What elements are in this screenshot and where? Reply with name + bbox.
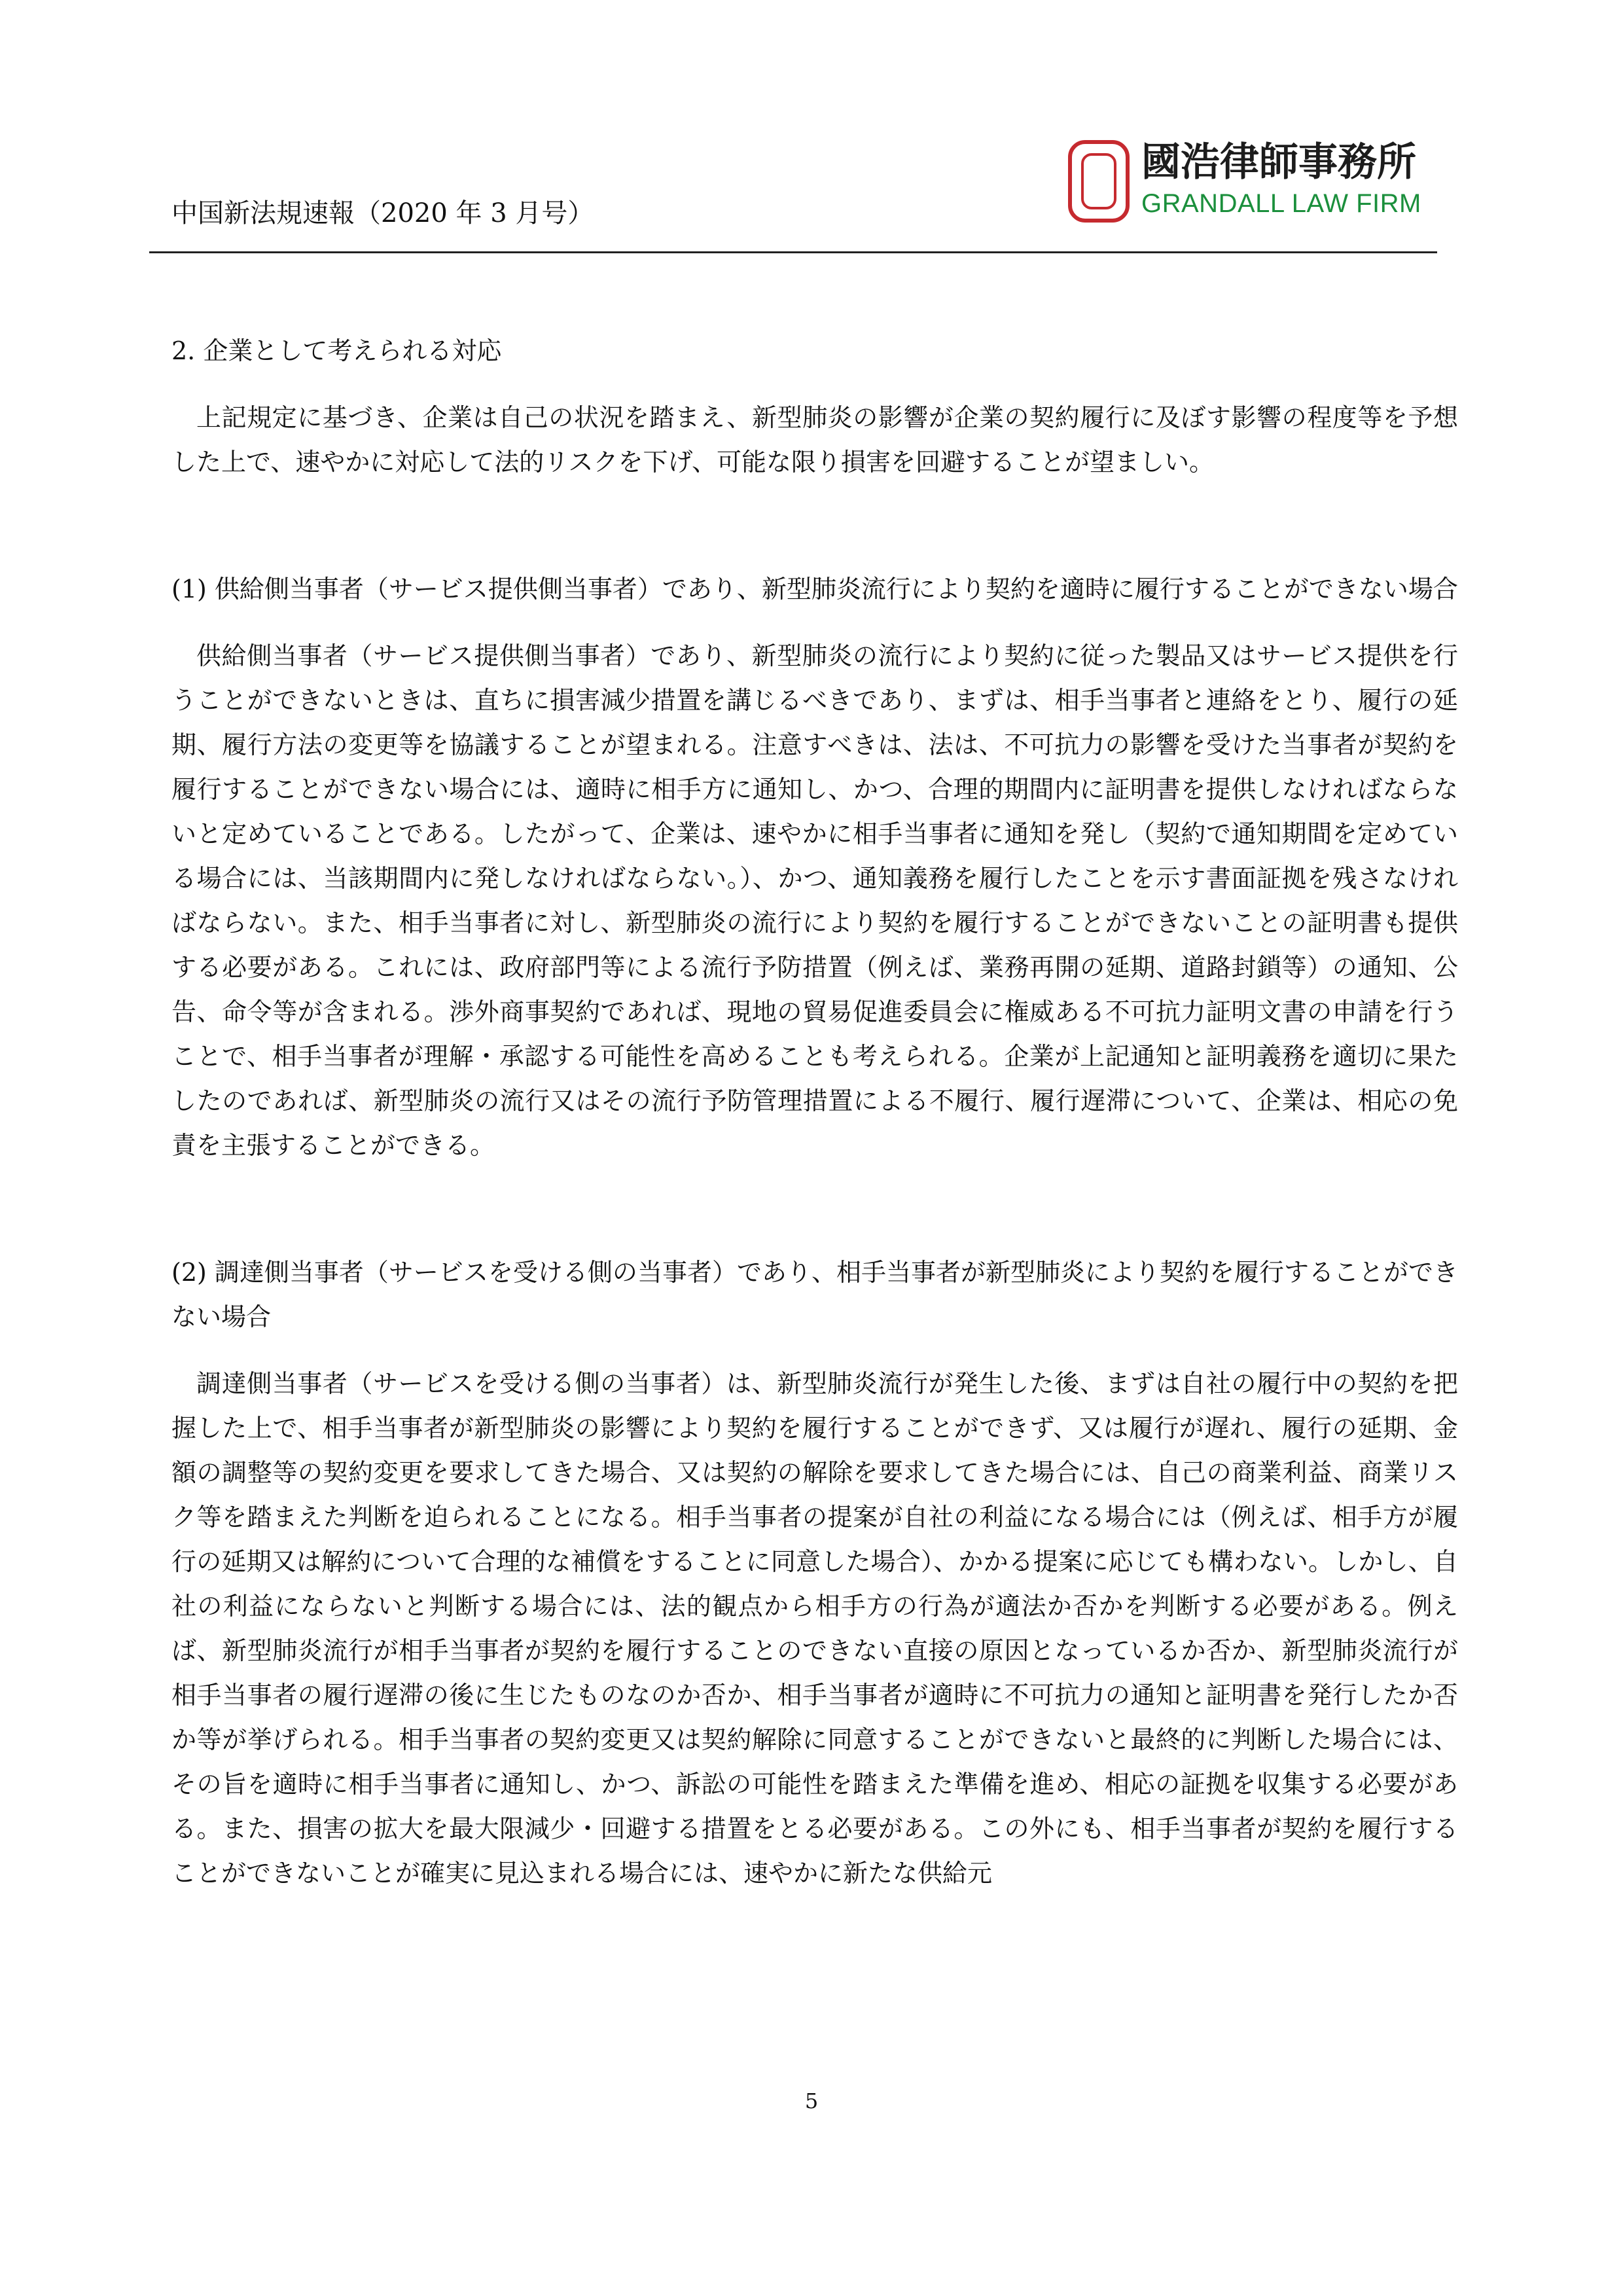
header-title: 中国新法規速報（2020 年 3 月号） <box>171 198 594 228</box>
header-divider <box>149 251 1437 253</box>
subsection-1-body: 供給側当事者（サービス提供側当事者）であり、新型肺炎の流行により契約に従った製品又はサービス提供を行うことができないときは、直ちに損害減少措置を講じるべきであり、まずは、相手当事者と連絡をとり、履行の延期、履行方法の変更等を協議することが望まれる。注意すべきは、法は、不可抗力の影響を受けた当事者が契約を履行することができない場合には、適時に相手方に通知し、かつ、合理的期間内に証明書を提供しなければならないと定めていることである。したがって、企業は、速やかに相手当事者に通知を発し（契約で通知期間を定めている場合には、当該期間内に発しなければならない。）、かつ、通知義務を履行したことを示す書面証拠を残さなければならない。また、相手当事者に対し、新型肺炎の流行により契約を履行することができないことの証明書も提供する必要がある。これには、政府部門等による流行予防措置（例えば、業務再開の延期、道路封鎖等）の通知、公告、命令等が含まれる。渉外商事契約であれば、現地の貿易促進委員会に権威ある不可抗力証明文書の申請を行うことで、相手当事者が理解・承認する可能性を高めることも考えられる。企業が上記通知と証明義務を適切に果たしたのであれば、新型肺炎の流行又はその流行予防管理措置による不履行、履行遅滞について、企業は、相応の免責を主張することができる。 <box>171 641 1458 1160</box>
subsection-2-body: 調達側当事者（サービスを受ける側の当事者）は、新型肺炎流行が発生した後、まずは自社の履行中の契約を把握した上で、相手当事者が新型肺炎の影響により契約を履行することができず、又は履行が遅れ、履行の延期、金額の調整等の契約変更を要求してきた場合、又は契約の解除を要求してきた場合には、自己の商業利益、商業リスク等を踏まえた判断を迫られることになる。相手当事者の提案が自社の利益になる場合には（例えば、相手方が履行の延期又は解約について合理的な補償をすることに同意した場合）、かかる提案に応じても構わない。しかし、自社の利益にならないと判断する場合には、法的観点から相手方の行為が適法か否かを判断する必要がある。例えば、新型肺炎流行が相手当事者が契約を履行することのできない直接の原因となっているか否か、新型肺炎流行が相手当事者の履行遅滞の後に生じたものなのか否か、相手当事者が適時に不可抗力の通知と証明書を発行したか否か等が挙げられる。相手当事者の契約変更又は契約解除に同意することができないと最終的に判断した場合には、その旨を適時に相手当事者に通知し、かつ、訴訟の可能性を踏まえた準備を進め、相応の証拠を収集する必要がある。また、損害の拡大を最大限減少・回避する措置をとる必要がある。この外にも、相手当事者が契約を履行することができないことが確実に見込まれる場合には、速やかに新たな供給元 <box>171 1369 1458 1888</box>
section-heading: 2. 企業として考えられる対応 <box>171 336 502 365</box>
firm-name-cn: 國浩律師事務所 <box>1141 139 1416 185</box>
page-number: 5 <box>804 2089 819 2113</box>
document-body <box>171 329 1458 1895</box>
seal-inner-border <box>1081 153 1116 209</box>
section-intro: 上記規定に基づき、企業は自己の状況を踏まえ、新型肺炎の影響が企業の契約履行に及ぼす影響の程度等を予想した上で、速やかに対応して法的リスクを下げ、可能な限り損害を回避することが望ましい。 <box>171 403 1458 476</box>
firm-name-en: GRANDALL LAW FIRM <box>1141 189 1421 218</box>
subsection-2-heading: (2) 調達側当事者（サービスを受ける側の当事者）であり、相手当事者が新型肺炎により契約を履行することができない場合 <box>171 1258 1458 1331</box>
firm-logo <box>1068 140 1435 225</box>
subsection-1-heading: (1) 供給側当事者（サービス提供側当事者）であり、新型肺炎流行により契約を適時に履行することができない場合 <box>171 575 1458 603</box>
firm-seal-icon <box>1068 140 1130 223</box>
